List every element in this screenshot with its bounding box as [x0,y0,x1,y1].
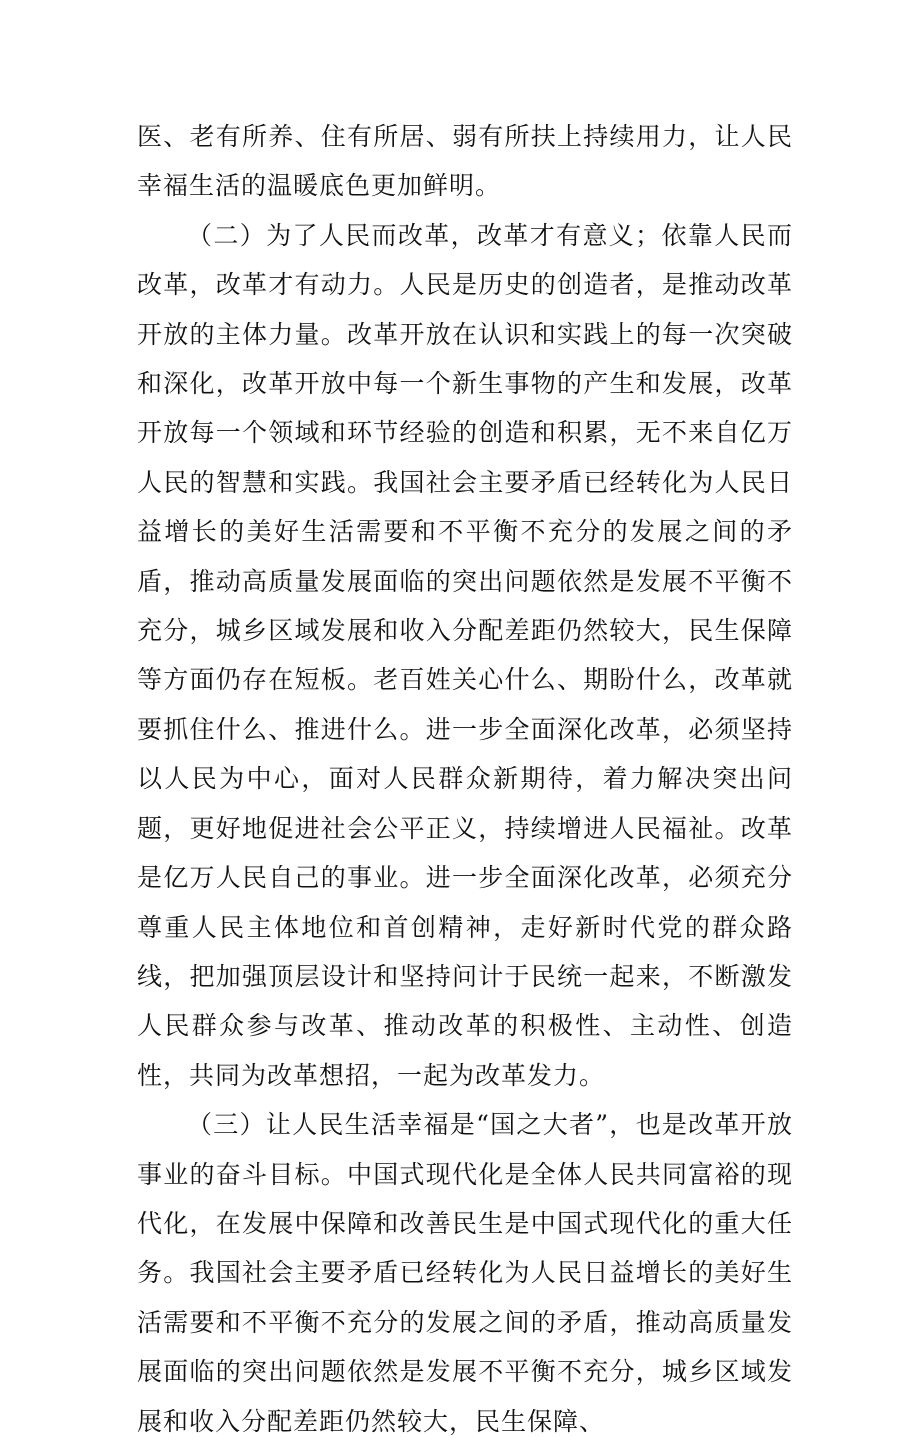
body-text [137,112,793,1446]
paragraph-section-3: （三）让人民生活幸福是“国之大者”，也是改革开放事业的奋斗目标。中国式现代化是全体人民共同富裕的现代化，在发展中保障和改善民生是中国式现代化的重大任务。我国社会主要矛盾已经转化为人民日益增长的美好生活需要和不平衡不充分的发展之间的矛盾，推动高质量发展面临的突出问题依然是发展不平衡不充分，城乡区域发展和收入分配差距仍然较大，民生保障、 [137,1110,793,1436]
paragraph-section-2: （二）为了人民而改革，改革才有意义；依靠人民而改革，改革才有动力。人民是历史的创造者，是推动改革开放的主体力量。改革开放在认识和实践上的每一次突破和深化，改革开放中每一个新生事物的产生和发展，改革开放每一个领域和环节经验的创造和积累，无不来自亿万人民的智慧和实践。我国社会主要矛盾已经转化为人民日益增长的美好生活需要和不平衡不充分的发展之间的矛盾，推动高质量发展面临的突出问题依然是发展不平衡不充分，城乡区域发展和收入分配差距仍然较大，民生保障等方面仍存在短板。老百姓关心什么、期盼什么，改革就要抓住什么、推进什么。进一步全面深化改革，必须坚持以人民为中心，面对人民群众新期待，着力解决突出问题，更好地促进社会公平正义，持续增进人民福祉。改革是亿万人民自己的事业。进一步全面深化改革，必须充分尊重人民主体地位和首创精神，走好新时代党的群众路线，把加强顶层设计和坚持问计于民统一起来，不断激发人民群众参与改革、推动改革的积极性、主动性、创造性，共同为改革想招，一起为改革发力。 [137,220,793,1090]
paragraph-continuation: 医、老有所养、住有所居、弱有所扶上持续用力，让人民幸福生活的温暖底色更加鲜明。 [137,122,793,201]
